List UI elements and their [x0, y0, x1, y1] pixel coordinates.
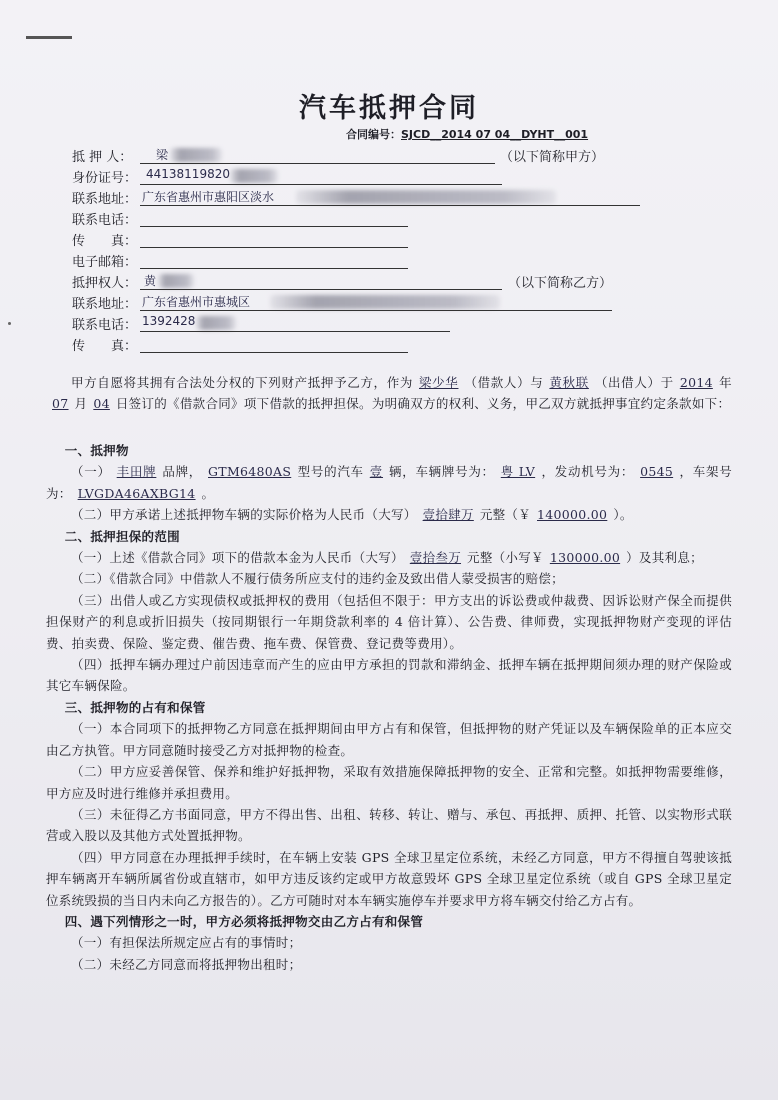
borrower-name: 梁少华: [419, 375, 459, 390]
redaction-blur: [170, 148, 222, 162]
clause-1-1: （一） 丰田牌 品牌， GTM6480AS 型号的汽车 壹 辆，车辆牌号为： 粤 LV ，发动机号为： 0545 ，车架号为： LVGDA46AXBG14 。: [46, 464, 733, 501]
phone2-label: 联系电话：: [72, 318, 138, 333]
email-label: 电子邮箱：: [72, 255, 138, 270]
price-in-figures: 140000.00: [537, 507, 608, 523]
vehicle-brand: 丰田牌: [116, 464, 157, 480]
contract-number-label: 合同编号：: [346, 128, 401, 141]
clause-3-4: （四）甲方同意在办理抵押手续时，在车辆上安装 GPS 全球卫星定位系统，未经乙方同意，甲方不得擅自驾驶该抵押车辆离开车辆所属省份或直辖市，如甲方违反该约定或甲方故意毁坏 GPS 全球卫星定位系统（或自 GPS 全球卫星定位系统毁损的当日内未向乙方报告的）。乙方可随时对本车辆实施停车并要求甲方将车辆交付给乙方占有。: [46, 849, 732, 908]
vin-number: LVGDA46AXBG14: [77, 485, 196, 501]
fill-line: [140, 205, 640, 206]
redaction-blur: [270, 295, 500, 309]
redaction-blur: [158, 274, 194, 288]
sign-day: 04: [93, 396, 110, 412]
address-value: 广东省惠州市惠阳区淡水: [142, 190, 275, 204]
fill-line: [140, 163, 495, 164]
intro-paragraph: 甲方自愿将其拥有合法处分权的下列财产抵押予乙方，作为 梁少华 （借款人）与 黄秋联 （出借人）于 2014 年07 月 04 日签订的《借款合同》项下借款的抵押担保。为明确双方的权利、义务，甲乙双方就抵押事宜约定条款如下：: [46, 372, 732, 415]
pledgee-note: （以下简称乙方）: [508, 276, 613, 291]
pledgee-name: 黄: [144, 274, 157, 288]
clause-3-3: （三）未征得乙方书面同意，甲方不得出售、出租、转移、转让、赠与、承包、再抵押、质押、托管、以实物形式联营或入股以及其他方式处置抵押物。: [46, 806, 732, 844]
clause-3-2: （二）甲方应妥善保管、保养和维护好抵押物，采取有效措施保障抵押物的安全、正常和完整。如抵押物需要维修，甲方应及时进行维修并承担费用。: [46, 764, 732, 801]
fax-label: 传 真：: [72, 234, 138, 249]
clause-3-1: （一）本合同项下的抵押物乙方同意在抵押期间由甲方占有和保管，但抵押物的财产凭证以及车辆保险单的正本应交由乙方执管。甲方同意随时接受乙方对抵押物的检查。: [46, 721, 732, 758]
contract-number: [346, 126, 588, 142]
section-4-heading: 四、遇下列情形之一时，甲方必须将抵押物交由乙方占有和保管: [64, 913, 424, 929]
phone-label: 联系电话：: [72, 213, 138, 228]
pledgee-label: 抵押权人：: [72, 276, 138, 291]
fill-line: [140, 352, 408, 353]
redaction-blur: [296, 190, 556, 204]
clause-1-2: （二）甲方承诺上述抵押物车辆的实际价格为人民币（大写） 壹拾肆万 元整（￥ 140000.00 ）。: [71, 507, 633, 523]
sign-month: 07: [52, 396, 69, 412]
lender-name: 黄秋联: [549, 375, 589, 390]
fill-line: [140, 289, 502, 290]
redaction-blur: [230, 169, 278, 183]
loan-in-figures: 130000.00: [549, 550, 621, 566]
clause-2-3: （三）出借人或乙方实现债权或抵押权的费用（包括但不限于：甲方支出的诉讼费或仲裁费、因诉讼财产保全而提供担保财产的利息或折旧损失（按同期银行一年期贷款利率的 4 倍计算）、公告费、律师费，实现抵押物财产变现的评估费、拍卖费、保险、鉴定费、催告费、拖车费、保管费、登记费等费用）。: [46, 592, 732, 651]
id-number-label: 身份证号：: [72, 171, 138, 186]
address2-value: 广东省惠州市惠城区: [142, 295, 251, 309]
section-3-heading: 三、抵押物的占有和保管: [64, 699, 206, 715]
fill-line: [140, 247, 408, 248]
pledgor-label: 抵 押 人：: [72, 150, 133, 165]
fill-line: [140, 184, 502, 185]
phone2-value: 1392428: [142, 314, 196, 328]
vehicle-count: 壹: [369, 464, 384, 480]
engine-number: 0545: [640, 464, 674, 480]
loan-in-words: 壹拾叁万: [409, 550, 462, 566]
redaction-blur: [196, 316, 236, 330]
fill-line: [140, 331, 450, 332]
clause-4-2: （二）未经乙方同意而将抵押物出租时；: [71, 956, 302, 972]
section-1-heading: 一、抵押物: [64, 443, 129, 458]
vehicle-model: GTM6480AS: [208, 464, 292, 480]
pledgor-name: 梁: [156, 148, 169, 162]
fill-line: [140, 268, 408, 269]
pledgor-note: （以下简称甲方）: [500, 150, 605, 165]
corner-pen-mark: [26, 36, 72, 39]
clause-4-1: （一）有担保法所规定应占有的事情时；: [71, 935, 302, 951]
fax2-label: 传 真：: [72, 339, 138, 354]
clause-2-1: （一）上述《借款合同》项下的借款本金为人民币（大写） 壹拾叁万 元整（小写￥ 130000.00 ）及其利息；: [71, 550, 703, 566]
id-number-value: 44138119820: [146, 167, 230, 181]
address2-label: 联系地址：: [72, 297, 138, 312]
fill-line: [140, 310, 612, 311]
section-2-heading: 二、抵押担保的范围: [64, 528, 180, 544]
address-label: 联系地址：: [72, 192, 138, 207]
sign-year: 2014: [679, 375, 713, 390]
contract-clauses: [46, 440, 732, 975]
price-in-words: 壹拾肆万: [422, 507, 474, 523]
plate-number: 粤 LV: [500, 464, 536, 480]
binding-dot: [8, 322, 11, 325]
document-title: 汽车抵押合同: [299, 93, 479, 124]
fill-line: [140, 226, 408, 227]
contract-number-value: SJCD__2014 07 04__DYHT__001: [401, 128, 589, 141]
clause-2-4: （四）抵押车辆办理过户前因违章而产生的应由甲方承担的罚款和滞纳金、抵押车辆在抵押期间须办理的财产保险或其它车辆保险。: [46, 657, 732, 694]
clause-2-2: （二）《借款合同》中借款人不履行债务所应支付的违约金及致出借人蒙受损害的赔偿；: [71, 571, 564, 587]
